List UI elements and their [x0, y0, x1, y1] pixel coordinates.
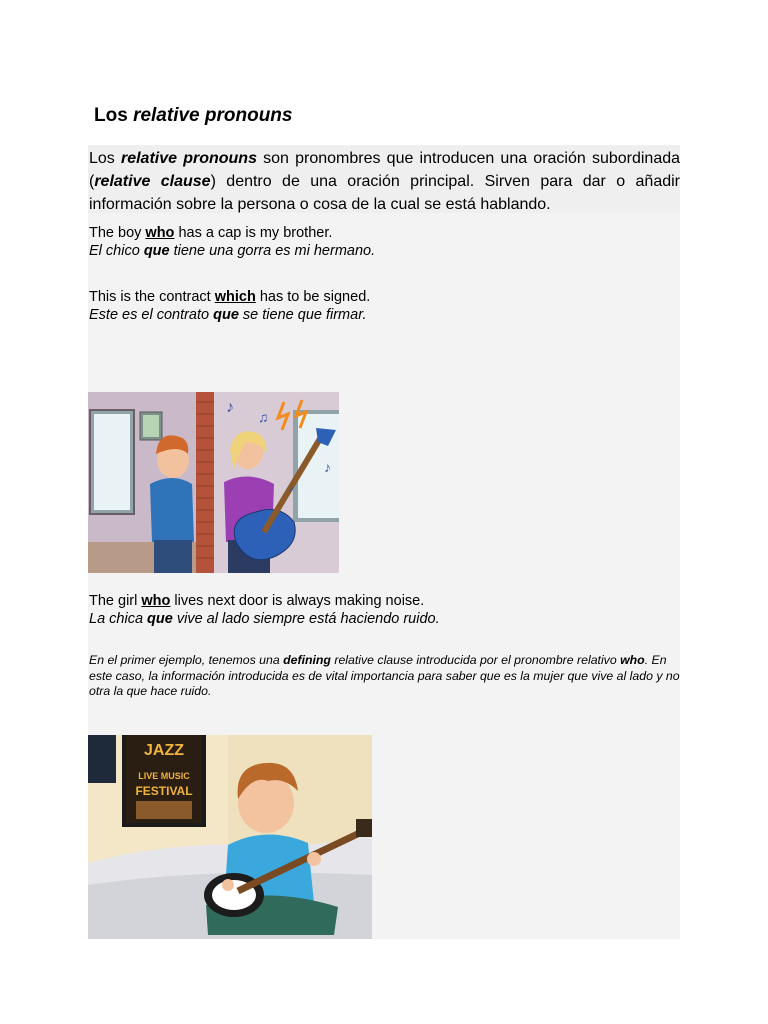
explanation-note: En el primer ejemplo, tenemos una defining relative clause introducida por el pronombre relativo who. En este caso, la información introducida es de vital importancia para saber que es la mujer que vive al lado y no otra la que hace ruido.: [89, 653, 680, 698]
example-2: [89, 288, 370, 324]
intro-term-1: relative pronouns: [120, 150, 257, 167]
svg-text:♪: ♪: [226, 399, 234, 416]
title-italic: relative pronouns: [133, 105, 293, 126]
example-2-english: This is the contract which has to be signed.: [89, 289, 371, 305]
example-3: [89, 592, 440, 628]
svg-text:♪: ♪: [324, 459, 331, 475]
intro-term-2: relative clause: [94, 173, 211, 190]
illustration-boy-girl-guitar: [88, 392, 339, 573]
jazz-poster: [122, 735, 206, 827]
svg-text:LIVE MUSIC: LIVE MUSIC: [138, 771, 190, 781]
example-2-spanish: Este es el contrato que se tiene que firmar.: [89, 307, 367, 323]
example-3-english: The girl who lives next door is always making noise.: [89, 593, 425, 609]
page-title: [94, 105, 292, 127]
intro-text-1: Los: [89, 150, 115, 167]
svg-text:FESTIVAL: FESTIVAL: [135, 784, 193, 798]
example-1: [89, 224, 375, 260]
intro-text-3: ) dentro de una oración principal. Sirven para dar o añadir información sobre la persona o cosa de la cual se está hablando.: [89, 173, 681, 213]
intro-text-2: son pronombres que introducen una oración subordinada (: [89, 150, 681, 190]
example-1-spanish: El chico que tiene una gorra es mi hermano.: [89, 243, 376, 259]
svg-text:♫: ♫: [258, 409, 269, 425]
title-prefix: Los: [94, 105, 128, 126]
example-1-english: The boy who has a cap is my brother.: [89, 225, 333, 241]
svg-text:♪: ♪: [288, 481, 294, 495]
illustration-boy-guitar-bed: [88, 735, 372, 939]
svg-text:JAZZ: JAZZ: [144, 742, 184, 759]
intro-paragraph: [88, 145, 680, 213]
example-3-spanish: La chica que vive al lado siempre está haciendo ruido.: [89, 611, 440, 627]
